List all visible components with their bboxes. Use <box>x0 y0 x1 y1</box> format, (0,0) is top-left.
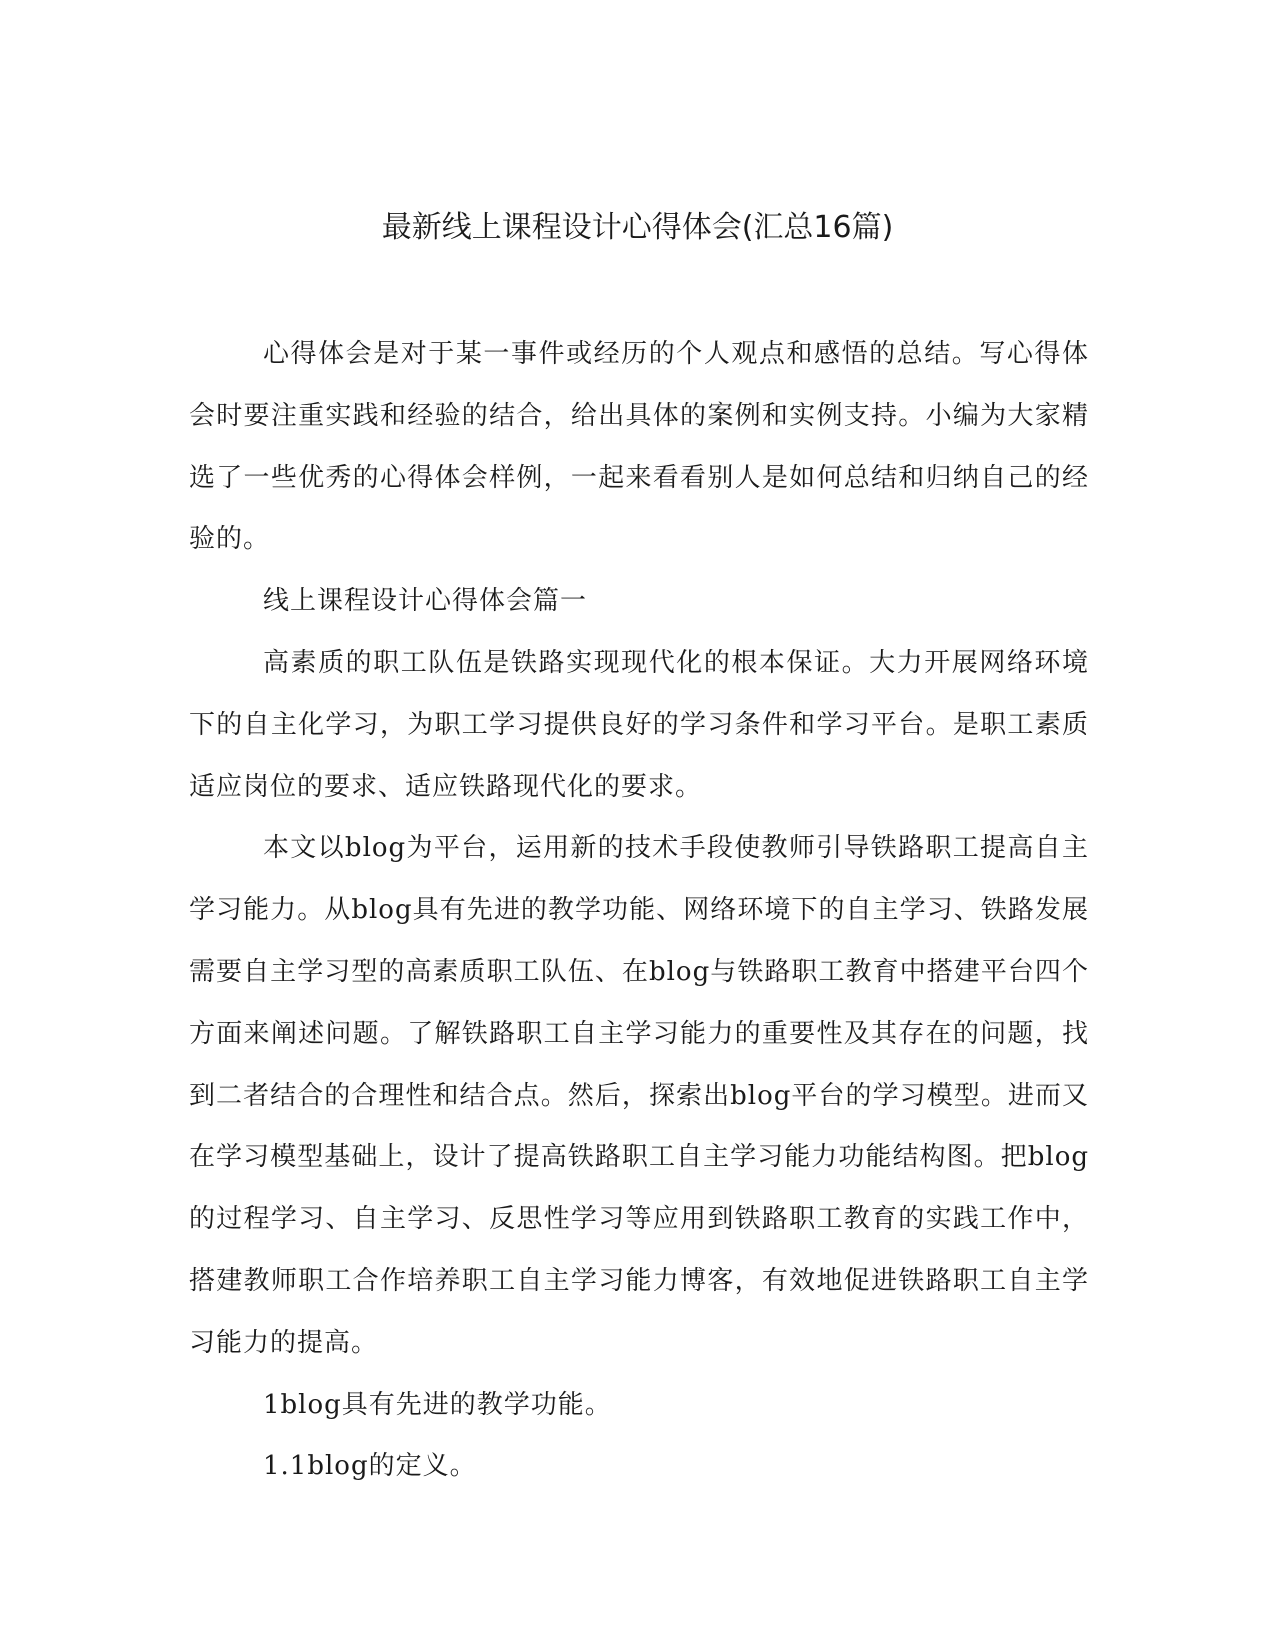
section-heading: 线上课程设计心得体会篇一 <box>263 586 588 617</box>
subheading: 1.1blog的定义。 <box>263 1451 477 1482</box>
paragraph: 高素质的职工队伍是铁路实现现代化的根本保证。大力开展网络环境下的自主化学习，为职工学习提供良好的学习条件和学习平台。是职工素质适应岗位的要求、适应铁路现代化的要求。 <box>189 647 1089 802</box>
paragraph: 本文以blog为平台，运用新的技术手段使教师引导铁路职工提高自主学习能力。从blog具有先进的教学功能、网络环境下的自主学习、铁路发展需要自主学习型的高素质职工队伍、在blog与铁路职工教育中搭建平台四个方面来阐述问题。了解铁路职工自主学习能力的重要性及其存在的问题，找到二者结合的合理性和结合点。然后，探索出blog平台的学习模型。进而又在学习模型基础上，设计了提高铁路职工自主学习能力功能结构图。把blog的过程学习、自主学习、反思性学习等应用到铁路职工教育的实践工作中，搭建教师职工合作培养职工自主学习能力博客，有效地促进铁路职工自主学习能力的提高。 <box>189 833 1089 1358</box>
subheading: 1blog具有先进的教学功能。 <box>263 1389 612 1420</box>
document-title: 最新线上课程设计心得体会(汇总16篇) <box>381 210 894 245</box>
document-body <box>189 324 1089 1498</box>
paragraph-intro: 心得体会是对于某一事件或经历的个人观点和感悟的总结。写心得体会时要注重实践和经验的结合，给出具体的案例和实例支持。小编为大家精选了一些优秀的心得体会样例，一起来看看别人是如何总结和归纳自己的经验的。 <box>189 339 1089 555</box>
